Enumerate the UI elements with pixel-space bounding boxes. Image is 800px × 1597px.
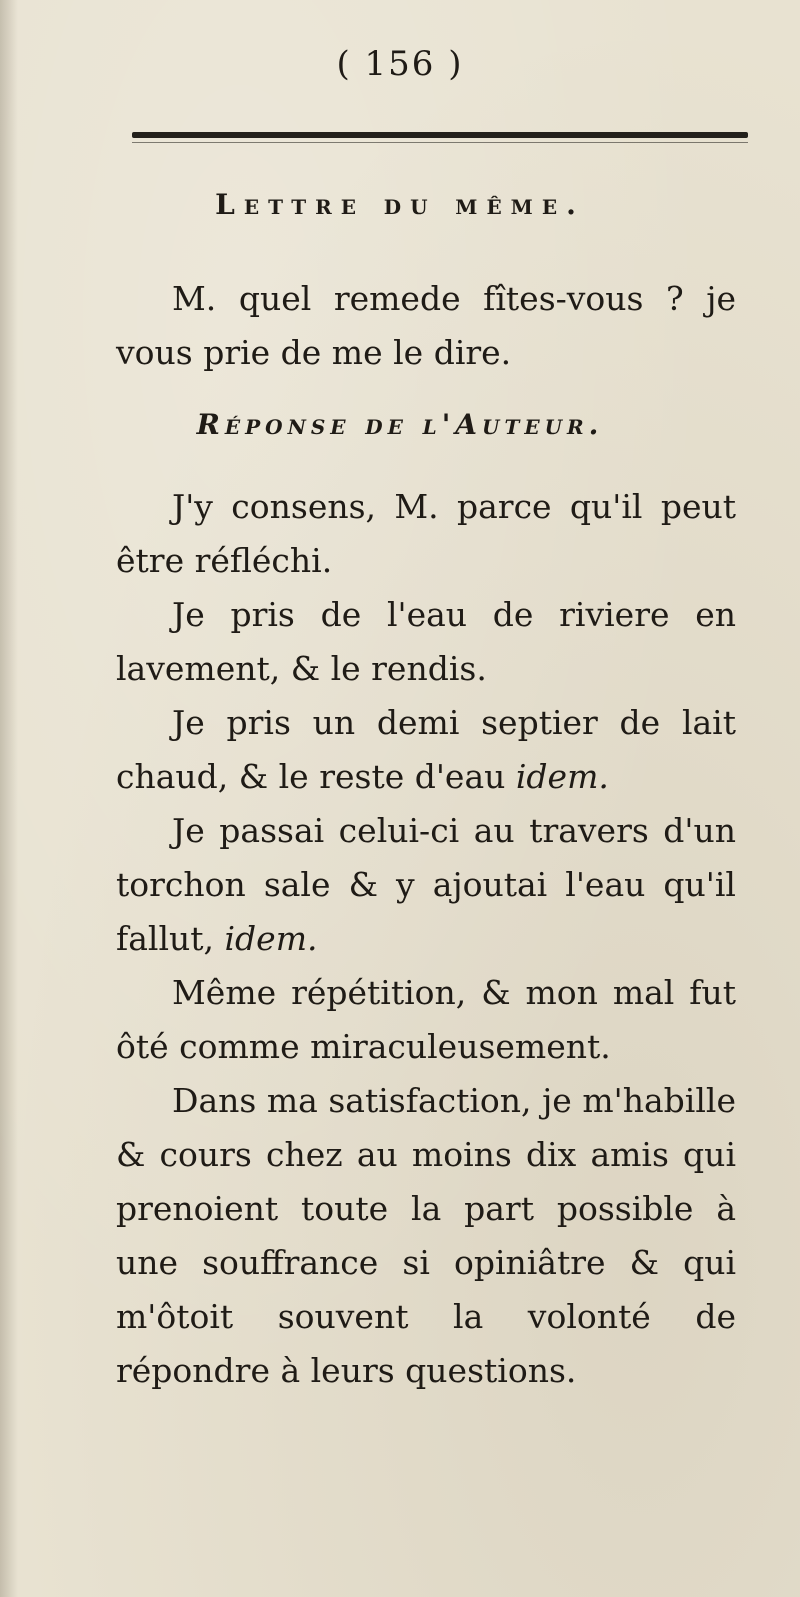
paragraph-emphasis: idem. (224, 919, 318, 958)
paragraph-text: Je pris un demi septier de lait chaud, & le reste d'eau (116, 703, 736, 796)
page-edge-shadow (0, 0, 18, 1597)
page-number: ( 156 ) (336, 44, 464, 84)
paragraph (116, 966, 736, 1074)
response-body (116, 480, 736, 1398)
header-rule (132, 132, 748, 138)
header-rule-thin (132, 142, 748, 143)
paragraph-text: Je passai celui-ci au travers d'un torchon sale & y ajoutai l'eau qu'il fallut, (116, 811, 736, 958)
paragraph (116, 1074, 736, 1398)
paragraph-text: Dans ma satisfaction, je m'habille & cours chez au moins dix amis qui prenoient toute la part possible à une souffrance si opiniâtre & qui m'ôtoit souvent la volonté de répondre à leurs questions. (116, 1081, 736, 1390)
paragraph-text: J'y consens, M. parce qu'il peut être réfléchi. (116, 487, 736, 580)
paragraph-text: Même répétition, & mon mal fut ôté comme miraculeusement. (116, 973, 736, 1066)
intro-block (116, 272, 736, 380)
intro-paragraph: M. quel remede fîtes-vous ? je vous prie de me le dire. (116, 279, 736, 372)
response-title: Réponse de l'Auteur. (196, 408, 604, 441)
paragraph-emphasis: idem. (515, 757, 609, 796)
paragraph (116, 696, 736, 804)
paragraph-text: Je pris de l'eau de riviere en lavement, & le rendis. (116, 595, 736, 688)
letter-heading: Lettre du même. (215, 188, 585, 221)
paragraph (116, 480, 736, 588)
paragraph (116, 804, 736, 966)
paragraph (116, 588, 736, 696)
